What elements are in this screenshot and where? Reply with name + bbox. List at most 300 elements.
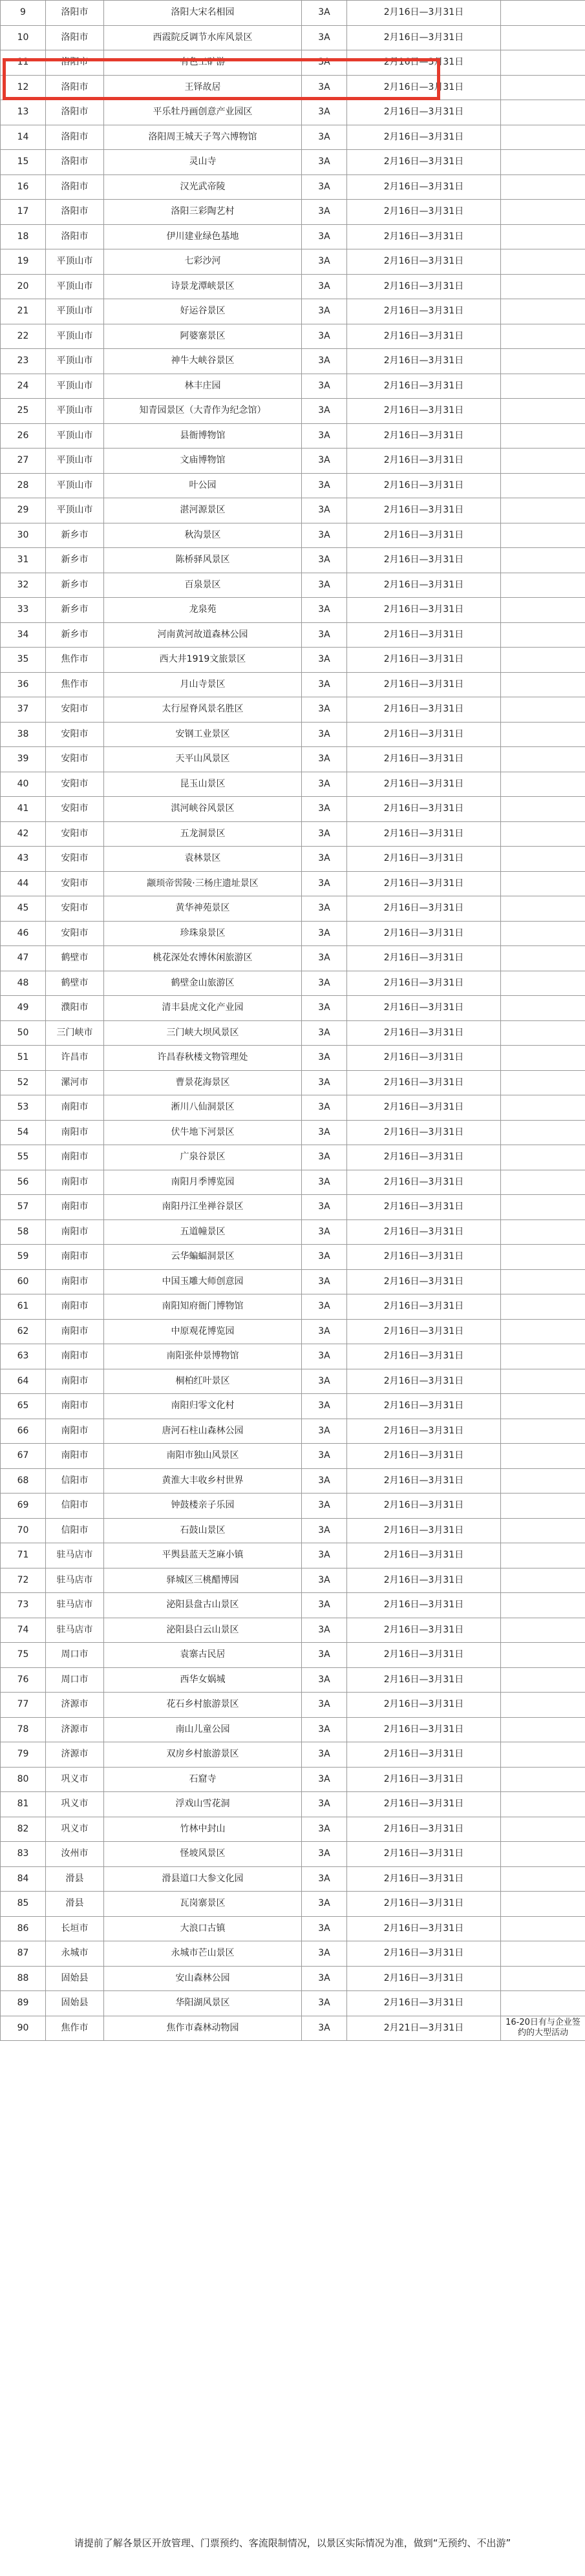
table-row	[1, 672, 585, 697]
cell-open-dates: 2月16日—3月31日	[347, 1667, 501, 1693]
cell-number: 81	[1, 1792, 46, 1817]
cell-number: 41	[1, 797, 46, 822]
table-row	[1, 1294, 585, 1320]
cell-number: 74	[1, 1618, 46, 1643]
cell-scenic-area: 黄华神苑景区	[104, 896, 302, 922]
cell-scenic-area: 竹林中封山	[104, 1817, 302, 1842]
cell-number: 44	[1, 871, 46, 896]
cell-number: 10	[1, 25, 46, 50]
cell-level: 3A	[302, 75, 347, 100]
table-row	[1, 797, 585, 822]
cell-note	[501, 1444, 585, 1469]
cell-scenic-area: 南阳市独山风景区	[104, 1444, 302, 1469]
cell-level: 3A	[302, 896, 347, 922]
cell-city: 南阳市	[46, 1170, 104, 1195]
cell-scenic-area: 大浪口古镇	[104, 1916, 302, 1941]
cell-number: 66	[1, 1419, 46, 1444]
cell-number: 28	[1, 473, 46, 498]
cell-open-dates: 2月16日—3月31日	[347, 1717, 501, 1742]
cell-scenic-area: 桃花深处农博休闲旅游区	[104, 946, 302, 971]
cell-city: 安阳市	[46, 847, 104, 872]
cell-note	[501, 1120, 585, 1145]
cell-scenic-area: 神牛大峡谷景区	[104, 349, 302, 374]
cell-number: 67	[1, 1444, 46, 1469]
cell-note	[501, 1419, 585, 1444]
cell-open-dates: 2月16日—3月31日	[347, 896, 501, 922]
cell-note	[501, 648, 585, 673]
cell-note	[501, 1319, 585, 1344]
cell-city: 洛阳市	[46, 75, 104, 100]
cell-scenic-area: 许昌春秋楼文物管理处	[104, 1046, 302, 1071]
table-row	[1, 423, 585, 449]
cell-city: 南阳市	[46, 1444, 104, 1469]
cell-city: 驻马店市	[46, 1568, 104, 1593]
cell-note	[501, 324, 585, 349]
cell-scenic-area: 南阳张仲景博物馆	[104, 1344, 302, 1369]
cell-city: 驻马店市	[46, 1593, 104, 1618]
cell-note	[501, 772, 585, 797]
cell-open-dates: 2月16日—3月31日	[347, 1916, 501, 1941]
cell-note	[501, 1394, 585, 1419]
cell-note	[501, 996, 585, 1021]
table-row	[1, 821, 585, 847]
cell-note	[501, 50, 585, 76]
cell-level: 3A	[302, 150, 347, 175]
cell-level: 3A	[302, 573, 347, 598]
cell-number: 42	[1, 821, 46, 847]
cell-note	[501, 1219, 585, 1245]
table-row	[1, 1419, 585, 1444]
table-row	[1, 523, 585, 548]
cell-number: 80	[1, 1767, 46, 1792]
cell-note	[501, 747, 585, 772]
cell-number: 58	[1, 1219, 46, 1245]
cell-level: 3A	[302, 1145, 347, 1170]
cell-open-dates: 2月16日—3月31日	[347, 150, 501, 175]
cell-scenic-area: 陈桥驿风景区	[104, 548, 302, 573]
cell-city: 新乡市	[46, 622, 104, 648]
cell-open-dates: 2月16日—3月31日	[347, 1593, 501, 1618]
cell-scenic-area: 河南黄河故道森林公园	[104, 622, 302, 648]
table-row	[1, 1219, 585, 1245]
table-row	[1, 1568, 585, 1593]
cell-city: 安阳市	[46, 871, 104, 896]
cell-city: 滑县	[46, 1866, 104, 1892]
cell-open-dates: 2月16日—3月31日	[347, 797, 501, 822]
cell-city: 南阳市	[46, 1145, 104, 1170]
cell-number: 63	[1, 1344, 46, 1369]
cell-open-dates: 2月16日—3月31日	[347, 1419, 501, 1444]
table-row	[1, 1369, 585, 1394]
cell-level: 3A	[302, 1817, 347, 1842]
cell-level: 3A	[302, 2016, 347, 2041]
table-row	[1, 374, 585, 399]
cell-level: 3A	[302, 1195, 347, 1220]
table-body	[1, 1, 585, 2041]
cell-scenic-area: 湛河源景区	[104, 498, 302, 523]
cell-level: 3A	[302, 648, 347, 673]
cell-level: 3A	[302, 1319, 347, 1344]
cell-level: 3A	[302, 1095, 347, 1121]
cell-note	[501, 1966, 585, 1991]
cell-number: 78	[1, 1717, 46, 1742]
table-row	[1, 722, 585, 747]
cell-scenic-area: 灵山寺	[104, 150, 302, 175]
cell-open-dates: 2月16日—3月31日	[347, 847, 501, 872]
cell-city: 平顶山市	[46, 299, 104, 324]
cell-scenic-area: 秋沟景区	[104, 523, 302, 548]
cell-level: 3A	[302, 971, 347, 996]
cell-number: 13	[1, 100, 46, 125]
cell-open-dates: 2月16日—3月31日	[347, 1817, 501, 1842]
table-row	[1, 75, 585, 100]
cell-note	[501, 896, 585, 922]
cell-city: 巩义市	[46, 1792, 104, 1817]
cell-scenic-area: 珍珠泉景区	[104, 921, 302, 946]
table-row	[1, 125, 585, 150]
cell-city: 南阳市	[46, 1269, 104, 1294]
cell-level: 3A	[302, 1866, 347, 1892]
table-row	[1, 1693, 585, 1718]
cell-open-dates: 2月16日—3月31日	[347, 697, 501, 723]
cell-level: 3A	[302, 1245, 347, 1270]
cell-scenic-area: 焦作市森林动物园	[104, 2016, 302, 2041]
table-row	[1, 847, 585, 872]
cell-number: 50	[1, 1020, 46, 1046]
cell-note	[501, 598, 585, 623]
cell-number: 79	[1, 1742, 46, 1768]
cell-level: 3A	[302, 1, 347, 26]
cell-open-dates: 2月16日—3月31日	[347, 224, 501, 249]
cell-scenic-area: 石鼓山景区	[104, 1518, 302, 1543]
cell-open-dates: 2月16日—3月31日	[347, 1195, 501, 1220]
table-row	[1, 1991, 585, 2016]
cell-note	[501, 1717, 585, 1742]
cell-city: 安阳市	[46, 797, 104, 822]
cell-level: 3A	[302, 25, 347, 50]
cell-scenic-area: 淇河峡谷风景区	[104, 797, 302, 822]
cell-number: 89	[1, 1991, 46, 2016]
cell-note	[501, 100, 585, 125]
cell-city: 焦作市	[46, 648, 104, 673]
cell-level: 3A	[302, 200, 347, 225]
cell-open-dates: 2月16日—3月31日	[347, 1070, 501, 1095]
cell-open-dates: 2月16日—3月31日	[347, 25, 501, 50]
cell-open-dates: 2月16日—3月31日	[347, 573, 501, 598]
cell-number: 29	[1, 498, 46, 523]
footer-note: 请提前了解各景区开放管理、门票预约、客流限制情况，以景区实际情况为准，做到“无预约、不出游”	[74, 2537, 511, 2549]
cell-number: 68	[1, 1468, 46, 1494]
table-row	[1, 1245, 585, 1270]
cell-number: 47	[1, 946, 46, 971]
table-row	[1, 1444, 585, 1469]
table-row	[1, 399, 585, 424]
cell-level: 3A	[302, 1717, 347, 1742]
cell-note	[501, 1344, 585, 1369]
cell-open-dates: 2月16日—3月31日	[347, 299, 501, 324]
cell-scenic-area: 昆玉山景区	[104, 772, 302, 797]
table-row	[1, 2016, 585, 2041]
table-row	[1, 598, 585, 623]
cell-number: 20	[1, 274, 46, 299]
cell-open-dates: 2月16日—3月31日	[347, 648, 501, 673]
cell-level: 3A	[302, 523, 347, 548]
cell-level: 3A	[302, 1369, 347, 1394]
cell-level: 3A	[302, 622, 347, 648]
table-row	[1, 473, 585, 498]
cell-open-dates: 2月16日—3月31日	[347, 1568, 501, 1593]
cell-city: 洛阳市	[46, 1, 104, 26]
cell-number: 84	[1, 1866, 46, 1892]
cell-number: 21	[1, 299, 46, 324]
table-row	[1, 1344, 585, 1369]
cell-city: 固始县	[46, 1991, 104, 2016]
cell-number: 72	[1, 1568, 46, 1593]
cell-city: 南阳市	[46, 1294, 104, 1320]
cell-note	[501, 75, 585, 100]
cell-open-dates: 2月16日—3月31日	[347, 100, 501, 125]
cell-number: 23	[1, 349, 46, 374]
cell-scenic-area: 淅川八仙洞景区	[104, 1095, 302, 1121]
table-row	[1, 1319, 585, 1344]
cell-city: 平顶山市	[46, 324, 104, 349]
cell-open-dates: 2月16日—3月31日	[347, 1444, 501, 1469]
table-row	[1, 573, 585, 598]
cell-number: 54	[1, 1120, 46, 1145]
cell-open-dates: 2月16日—3月31日	[347, 747, 501, 772]
cell-note	[501, 423, 585, 449]
cell-city: 信阳市	[46, 1468, 104, 1494]
table-row	[1, 648, 585, 673]
cell-city: 南阳市	[46, 1245, 104, 1270]
cell-open-dates: 2月16日—3月31日	[347, 324, 501, 349]
table-row	[1, 1817, 585, 1842]
cell-scenic-area: 泌阳县白云山景区	[104, 1618, 302, 1643]
cell-city: 汝州市	[46, 1842, 104, 1867]
cell-note	[501, 249, 585, 275]
cell-open-dates: 2月16日—3月31日	[347, 1120, 501, 1145]
cell-open-dates: 2月16日—3月31日	[347, 722, 501, 747]
cell-open-dates: 2月16日—3月31日	[347, 1518, 501, 1543]
cell-scenic-area: 瓦岗寨景区	[104, 1892, 302, 1917]
cell-level: 3A	[302, 797, 347, 822]
table-row	[1, 1269, 585, 1294]
cell-level: 3A	[302, 821, 347, 847]
cell-note	[501, 971, 585, 996]
cell-note	[501, 1892, 585, 1917]
cell-scenic-area: 泌阳县盘古山景区	[104, 1593, 302, 1618]
cell-scenic-area: 平乐牡丹画创意产业园区	[104, 100, 302, 125]
cell-note	[501, 1643, 585, 1668]
cell-open-dates: 2月16日—3月31日	[347, 1966, 501, 1991]
cell-open-dates: 2月16日—3月31日	[347, 871, 501, 896]
cell-scenic-area: 五道幢景区	[104, 1219, 302, 1245]
cell-note	[501, 1742, 585, 1768]
cell-city: 三门峡市	[46, 1020, 104, 1046]
cell-city: 固始县	[46, 1966, 104, 1991]
cell-open-dates: 2月16日—3月31日	[347, 1767, 501, 1792]
cell-scenic-area: 袁林景区	[104, 847, 302, 872]
cell-city: 济源市	[46, 1717, 104, 1742]
cell-city: 南阳市	[46, 1195, 104, 1220]
cell-number: 34	[1, 622, 46, 648]
cell-number: 46	[1, 921, 46, 946]
cell-note	[501, 1145, 585, 1170]
cell-note	[501, 174, 585, 200]
cell-number: 87	[1, 1941, 46, 1967]
cell-scenic-area: 清丰县虎文化产业园	[104, 996, 302, 1021]
cell-number: 32	[1, 573, 46, 598]
cell-city: 南阳市	[46, 1419, 104, 1444]
cell-city: 平顶山市	[46, 399, 104, 424]
cell-city: 滑县	[46, 1892, 104, 1917]
cell-level: 3A	[302, 1020, 347, 1046]
cell-open-dates: 2月16日—3月31日	[347, 75, 501, 100]
cell-number: 24	[1, 374, 46, 399]
cell-note	[501, 1195, 585, 1220]
cell-scenic-area: 滑县道口大参文化园	[104, 1866, 302, 1892]
cell-number: 48	[1, 971, 46, 996]
cell-note	[501, 1693, 585, 1718]
table-row	[1, 1767, 585, 1792]
cell-city: 洛阳市	[46, 50, 104, 76]
cell-scenic-area: 诗景龙潭峡景区	[104, 274, 302, 299]
table-row	[1, 1494, 585, 1519]
table-row	[1, 174, 585, 200]
cell-level: 3A	[302, 847, 347, 872]
cell-level: 3A	[302, 473, 347, 498]
table-row	[1, 349, 585, 374]
cell-city: 新乡市	[46, 573, 104, 598]
cell-note	[501, 1593, 585, 1618]
cell-city: 安阳市	[46, 722, 104, 747]
cell-open-dates: 2月16日—3月31日	[347, 1219, 501, 1245]
cell-level: 3A	[302, 1419, 347, 1444]
table-row	[1, 1120, 585, 1145]
table-row	[1, 697, 585, 723]
cell-scenic-area: 永城市芒山景区	[104, 1941, 302, 1967]
cell-scenic-area: 南山儿童公园	[104, 1717, 302, 1742]
cell-city: 濮阳市	[46, 996, 104, 1021]
cell-note	[501, 697, 585, 723]
cell-city: 驻马店市	[46, 1618, 104, 1643]
cell-scenic-area: 洛阳大宋名相园	[104, 1, 302, 26]
cell-city: 平顶山市	[46, 274, 104, 299]
table-row	[1, 996, 585, 1021]
cell-level: 3A	[302, 747, 347, 772]
cell-level: 3A	[302, 1916, 347, 1941]
cell-number: 15	[1, 150, 46, 175]
cell-number: 38	[1, 722, 46, 747]
cell-scenic-area: 安山森林公园	[104, 1966, 302, 1991]
table-row	[1, 274, 585, 299]
cell-open-dates: 2月16日—3月31日	[347, 1095, 501, 1121]
cell-level: 3A	[302, 1046, 347, 1071]
cell-scenic-area: 华阳湖风景区	[104, 1991, 302, 2016]
cell-scenic-area: 百泉景区	[104, 573, 302, 598]
cell-note	[501, 299, 585, 324]
cell-city: 洛阳市	[46, 224, 104, 249]
cell-city: 新乡市	[46, 523, 104, 548]
table-row	[1, 25, 585, 50]
cell-number: 31	[1, 548, 46, 573]
cell-note	[501, 573, 585, 598]
cell-note	[501, 1, 585, 26]
cell-city: 安阳市	[46, 747, 104, 772]
cell-city: 南阳市	[46, 1095, 104, 1121]
cell-city: 平顶山市	[46, 498, 104, 523]
cell-scenic-area: 西大井1919文旅景区	[104, 648, 302, 673]
cell-open-dates: 2月16日—3月31日	[347, 971, 501, 996]
cell-note	[501, 349, 585, 374]
cell-open-dates: 2月16日—3月31日	[347, 1842, 501, 1867]
cell-note	[501, 1294, 585, 1320]
cell-scenic-area: 叶公园	[104, 473, 302, 498]
cell-scenic-area: 文庙博物馆	[104, 449, 302, 474]
table-row	[1, 1941, 585, 1967]
cell-city: 巩义市	[46, 1767, 104, 1792]
cell-open-dates: 2月16日—3月31日	[347, 1170, 501, 1195]
cell-open-dates: 2月16日—3月31日	[347, 1792, 501, 1817]
cell-note	[501, 274, 585, 299]
cell-open-dates: 2月16日—3月31日	[347, 1, 501, 26]
cell-number: 88	[1, 1966, 46, 1991]
cell-number: 57	[1, 1195, 46, 1220]
cell-open-dates: 2月16日—3月31日	[347, 523, 501, 548]
cell-open-dates: 2月16日—3月31日	[347, 1269, 501, 1294]
cell-note	[501, 125, 585, 150]
cell-note	[501, 1817, 585, 1842]
cell-open-dates: 2月16日—3月31日	[347, 1394, 501, 1419]
table-row	[1, 100, 585, 125]
cell-level: 3A	[302, 399, 347, 424]
cell-city: 南阳市	[46, 1319, 104, 1344]
cell-city: 安阳市	[46, 896, 104, 922]
cell-level: 3A	[302, 1667, 347, 1693]
cell-level: 3A	[302, 1543, 347, 1568]
cell-city: 洛阳市	[46, 150, 104, 175]
table-row	[1, 1145, 585, 1170]
cell-city: 安阳市	[46, 697, 104, 723]
cell-open-dates: 2月16日—3月31日	[347, 1892, 501, 1917]
cell-note	[501, 1046, 585, 1071]
cell-open-dates: 2月16日—3月31日	[347, 1866, 501, 1892]
cell-open-dates: 2月16日—3月31日	[347, 772, 501, 797]
cell-open-dates: 2月16日—3月31日	[347, 1294, 501, 1320]
cell-scenic-area: 广泉谷景区	[104, 1145, 302, 1170]
table-row	[1, 1095, 585, 1121]
cell-note	[501, 797, 585, 822]
cell-city: 平顶山市	[46, 473, 104, 498]
cell-scenic-area: 中国玉雕大师创意园	[104, 1269, 302, 1294]
cell-scenic-area: 伏牛地下河景区	[104, 1120, 302, 1145]
cell-scenic-area: 平舆县蓝天芝麻小镇	[104, 1543, 302, 1568]
cell-level: 3A	[302, 1966, 347, 1991]
cell-level: 3A	[302, 697, 347, 723]
cell-open-dates: 2月16日—3月31日	[347, 1344, 501, 1369]
cell-number: 49	[1, 996, 46, 1021]
cell-open-dates: 2月16日—3月31日	[347, 473, 501, 498]
table-row	[1, 1468, 585, 1494]
cell-note	[501, 847, 585, 872]
cell-level: 3A	[302, 598, 347, 623]
cell-open-dates: 2月16日—3月31日	[347, 374, 501, 399]
table-row	[1, 971, 585, 996]
cell-level: 3A	[302, 996, 347, 1021]
cell-scenic-area: 有色工矿游	[104, 50, 302, 76]
cell-level: 3A	[302, 871, 347, 896]
cell-open-dates: 2月16日—3月31日	[347, 50, 501, 76]
